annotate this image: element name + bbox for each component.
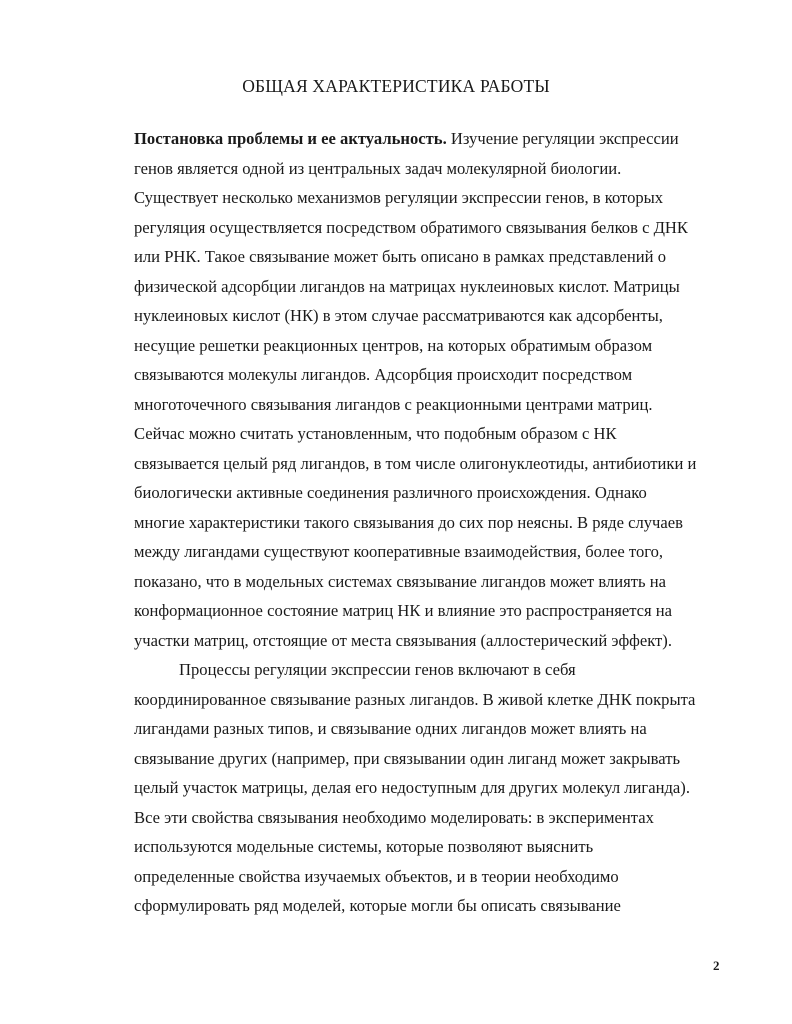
text-line: определенные свойства изучаемых объектов, и в теории необходимо	[134, 866, 619, 886]
text-line: сформулировать ряд моделей, которые могли бы описать связывание	[134, 896, 621, 915]
text-line: целый участок матрицы, делая его недоступным для других молекул лиганда).	[134, 778, 690, 797]
paragraph-2	[134, 655, 734, 921]
paragraph-lead: Постановка проблемы и ее актуальность.	[134, 129, 447, 148]
text-line: Существует несколько механизмов регуляции экспрессии генов, в которых	[134, 188, 664, 207]
text-line: участки матриц, отстоящие от места связывания (аллостерический эффект).	[134, 630, 672, 650]
text-line: генов является одной из центральных задач молекулярной биологии.	[134, 158, 622, 178]
paragraph-1	[134, 124, 734, 655]
text-line: используются модельные системы, которые позволяют выяснить	[134, 837, 594, 856]
text-line: координированное связывание разных лигандов. В живой клетке ДНК покрыта	[134, 689, 696, 709]
text-line: многоточечного связывания лигандов с реакционными центрами матриц.	[134, 394, 653, 414]
text-line: регуляция осуществляется посредством обратимого связывания белков с ДНК	[134, 217, 688, 237]
text-line: несущие решетки реакционных центров, на которых обратимым образом	[134, 335, 653, 355]
text-line: конформационное состояние матриц НК и влияние это распространяется на	[134, 601, 673, 620]
text-line: Процессы регуляции экспрессии генов включают в себя	[179, 660, 576, 679]
text-line: биологически активные соединения различного происхождения. Однако	[134, 483, 647, 502]
body-text	[134, 124, 734, 921]
text-line: нуклеиновых кислот (НК) в этом случае рассматриваются как адсорбенты,	[134, 306, 663, 325]
text-line: показано, что в модельных системах связывание лигандов может влиять на	[134, 571, 666, 591]
text-line: между лигандами существуют кооперативные взаимодействия, более того,	[134, 542, 664, 561]
page-number: 2	[713, 958, 720, 973]
page-title: ОБЩАЯ ХАРАКТЕРИСТИКА РАБОТЫ	[242, 76, 550, 96]
text-line-content: Изучение регуляции экспрессии	[446, 129, 679, 148]
text-line: лигандами разных типов, и связывание одних лигандов может влиять на	[134, 719, 647, 738]
text-line: физической адсорбции лигандов на матрицах нуклеиновых кислот. Матрицы	[134, 276, 680, 296]
text-line: связывается целый ряд лигандов, в том числе олигонуклеотиды, антибиотики и	[134, 453, 697, 473]
text-line	[134, 124, 734, 154]
text-line: связывание других (например, при связывании один лиганд может закрывать	[134, 748, 681, 768]
text-line: Сейчас можно считать установленным, что подобным образом с НК	[134, 424, 617, 443]
text-line: или РНК. Такое связывание может быть описано в рамках представлений о	[134, 247, 666, 266]
text-line: связываются молекулы лигандов. Адсорбция происходит посредством	[134, 365, 633, 384]
text-line: Все эти свойства связывания необходимо моделировать: в экспериментах	[134, 807, 654, 827]
text-line: многие характеристики такого связывания до сих пор неясны. В ряде случаев	[134, 512, 683, 532]
